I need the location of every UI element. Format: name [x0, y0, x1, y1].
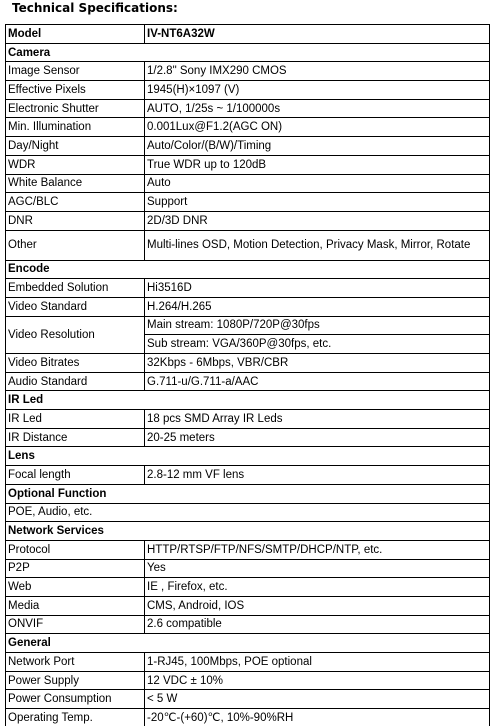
table-row	[6, 155, 490, 174]
table-row	[6, 297, 490, 316]
spec-label: Min. Illumination	[6, 118, 145, 137]
section-row	[6, 43, 490, 62]
table-row	[6, 615, 490, 634]
table-header-row	[6, 25, 490, 44]
table-row	[6, 428, 490, 447]
spec-label: IR Distance	[6, 428, 145, 447]
spec-value: 0.001Lux@F1.2(AGC ON)	[145, 118, 490, 137]
spec-label: Other	[6, 230, 145, 260]
spec-label: P2P	[6, 559, 145, 578]
section-row	[6, 260, 490, 279]
section-title: Optional Function	[6, 484, 490, 503]
spec-label: Video Bitrates	[6, 354, 145, 373]
model-value: IV-NT6A32W	[145, 25, 490, 44]
spec-value: G.711-u/G.711-a/AAC	[145, 372, 490, 391]
spec-value: 2.6 compatible	[145, 615, 490, 634]
table-row	[6, 81, 490, 100]
spec-value: Hi3516D	[145, 279, 490, 298]
spec-label: Media	[6, 596, 145, 615]
spec-label: Operating Temp.	[6, 709, 145, 726]
spec-value: 1945(H)×1097 (V)	[145, 81, 490, 100]
spec-value: < 5 W	[145, 690, 490, 709]
spec-label: Audio Standard	[6, 372, 145, 391]
spec-label: AGC/BLC	[6, 193, 145, 212]
section-row	[6, 447, 490, 466]
spec-label: Embedded Solution	[6, 279, 145, 298]
spec-value: Auto	[145, 174, 490, 193]
spec-value: 20-25 meters	[145, 428, 490, 447]
table-row	[6, 653, 490, 672]
spec-label: Focal length	[6, 466, 145, 485]
table-row	[6, 596, 490, 615]
table-row	[6, 279, 490, 298]
spec-value: H.264/H.265	[145, 297, 490, 316]
spec-label: WDR	[6, 155, 145, 174]
spec-value: HTTP/RTSP/FTP/NFS/SMTP/DHCP/NTP, etc.	[145, 540, 490, 559]
table-row	[6, 137, 490, 156]
spec-value: 1/2.8" Sony IMX290 CMOS	[145, 62, 490, 81]
spec-label: Video Resolution	[6, 316, 145, 353]
table-row	[6, 193, 490, 212]
spec-label: Network Port	[6, 653, 145, 672]
table-row	[6, 211, 490, 230]
spec-label: White Balance	[6, 174, 145, 193]
spec-label: DNR	[6, 211, 145, 230]
spec-label: Power Consumption	[6, 690, 145, 709]
table-row	[6, 230, 490, 260]
spec-value: AUTO, 1/25s ~ 1/100000s	[145, 99, 490, 118]
spec-table-body	[6, 25, 490, 726]
spec-value: 32Kbps - 6Mbps, VBR/CBR	[145, 354, 490, 373]
spec-value: CMS, Android, IOS	[145, 596, 490, 615]
spec-label: ONVIF	[6, 615, 145, 634]
section-row	[6, 484, 490, 503]
spec-value: 2.8-12 mm VF lens	[145, 466, 490, 485]
spec-value: 1-RJ45, 100Mbps, POE optional	[145, 653, 490, 672]
spec-label: IR Led	[6, 410, 145, 429]
spec-label: Electronic Shutter	[6, 99, 145, 118]
spec-label: Web	[6, 578, 145, 597]
spec-value: IE , Firefox, etc.	[145, 578, 490, 597]
spec-value: 2D/3D DNR	[145, 211, 490, 230]
table-row	[6, 174, 490, 193]
spec-value: 18 pcs SMD Array IR Leds	[145, 410, 490, 429]
table-row	[6, 690, 490, 709]
spec-value: Support	[145, 193, 490, 212]
table-row	[6, 118, 490, 137]
spec-value: -20℃-(+60)℃, 10%-90%RH	[145, 709, 490, 726]
model-label: Model	[6, 25, 145, 44]
section-title: Network Services	[6, 522, 490, 541]
spec-table	[5, 24, 490, 726]
table-row	[6, 372, 490, 391]
section-title: Camera	[6, 43, 490, 62]
spec-value: Multi-lines OSD, Motion Detection, Privacy Mask, Mirror, Rotate	[145, 230, 490, 260]
table-row	[6, 503, 490, 522]
table-row	[6, 99, 490, 118]
section-row	[6, 522, 490, 541]
spec-label: Video Standard	[6, 297, 145, 316]
table-row	[6, 62, 490, 81]
table-row	[6, 578, 490, 597]
spec-value: True WDR up to 120dB	[145, 155, 490, 174]
table-row	[6, 709, 490, 726]
table-row	[6, 466, 490, 485]
spec-value: 12 VDC ± 10%	[145, 671, 490, 690]
spec-label: Day/Night	[6, 137, 145, 156]
table-row	[6, 354, 490, 373]
table-row	[6, 671, 490, 690]
section-title: Encode	[6, 260, 490, 279]
section-title: Lens	[6, 447, 490, 466]
spec-label: Power Supply	[6, 671, 145, 690]
table-row	[6, 410, 490, 429]
spec-value: Auto/Color/(B/W)/Timing	[145, 137, 490, 156]
spec-label: POE, Audio, etc.	[6, 503, 490, 522]
table-row	[6, 540, 490, 559]
section-row	[6, 634, 490, 653]
section-title: General	[6, 634, 490, 653]
table-row	[6, 559, 490, 578]
spec-value: Yes	[145, 559, 490, 578]
table-row	[6, 316, 490, 335]
spec-label: Protocol	[6, 540, 145, 559]
section-title: IR Led	[6, 391, 490, 410]
section-row	[6, 391, 490, 410]
spec-label: Image Sensor	[6, 62, 145, 81]
spec-value: Main stream: 1080P/720P@30fps	[145, 316, 490, 335]
spec-value: Sub stream: VGA/360P@30fps, etc.	[145, 335, 490, 354]
page-title: Technical Specifications:	[12, 1, 178, 15]
spec-label: Effective Pixels	[6, 81, 145, 100]
